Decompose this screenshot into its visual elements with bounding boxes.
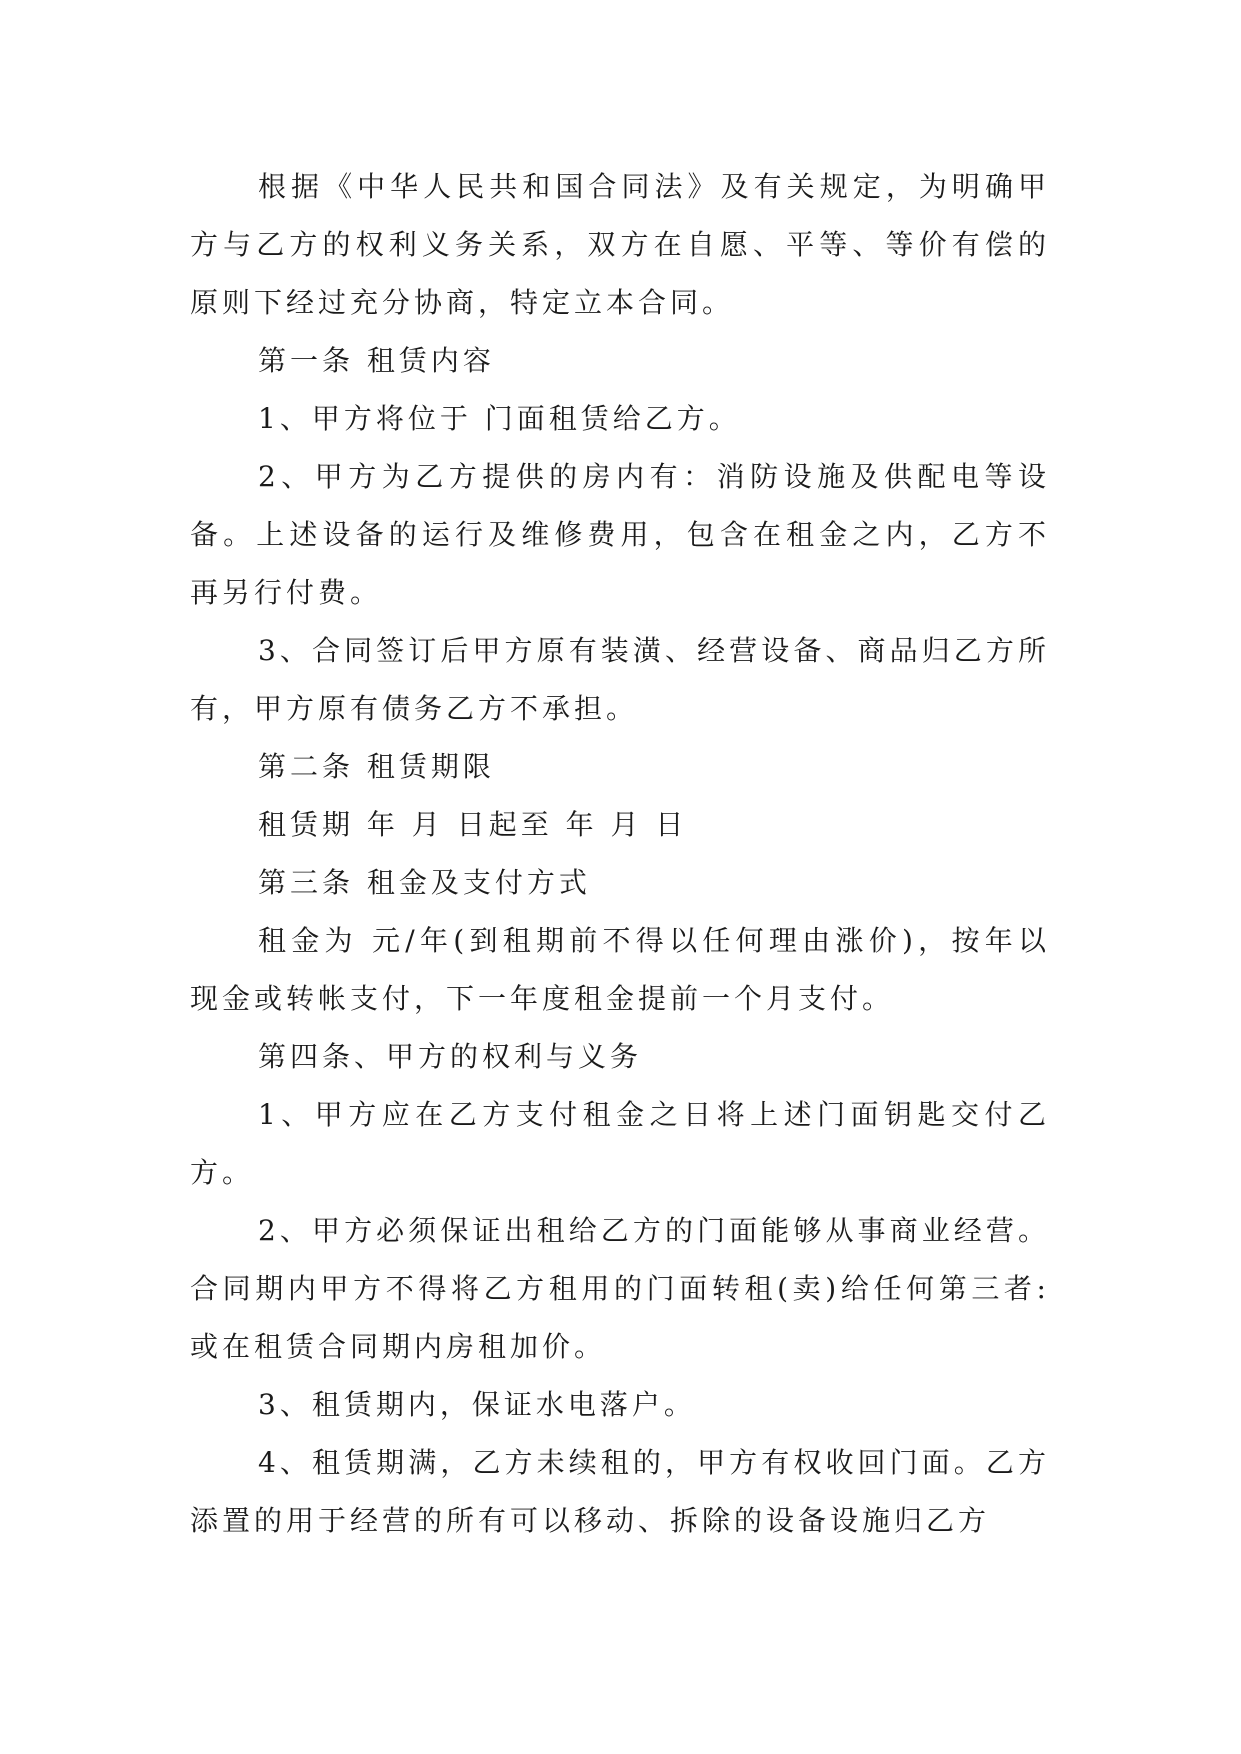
article-4-clause-4: 4、租赁期满，乙方未续租的，甲方有权收回门面。乙方添置的用于经营的所有可以移动、拆除的设备设施归乙方	[190, 1446, 1050, 1537]
article-1-clause-2: 2、甲方为乙方提供的房内有：消防设施及供配电等设备。上述设备的运行及维修费用，包含在租金之内，乙方不再另行付费。	[190, 460, 1050, 609]
article-1-clause-3: 3、合同签订后甲方原有装潢、经营设备、商品归乙方所有，甲方原有债务乙方不承担。	[190, 634, 1050, 725]
article-4-clause-2: 2、甲方必须保证出租给乙方的门面能够从事商业经营。合同期内甲方不得将乙方租用的门面转租(卖)给任何第三者:或在租赁合同期内房租加价。	[190, 1214, 1050, 1363]
article-3-heading: 第三条 租金及支付方式	[258, 866, 591, 899]
intro-paragraph: 根据《中华人民共和国合同法》及有关规定，为明确甲方与乙方的权利义务关系，双方在自愿、平等、等价有偿的原则下经过充分协商，特定立本合同。	[190, 170, 1050, 319]
article-1-clause-1: 1、甲方将位于 门面租赁给乙方。	[258, 402, 741, 435]
article-3-rent: 租金为 元/年(到租期前不得以任何理由涨价)，按年以现金或转帐支付，下一年度租金提前一个月支付。	[190, 924, 1050, 1015]
article-4-heading: 第四条、甲方的权利与义务	[258, 1040, 643, 1073]
article-4-clause-1: 1、甲方应在乙方支付租金之日将上述门面钥匙交付乙方。	[190, 1098, 1050, 1189]
article-2-heading: 第二条 租赁期限	[258, 750, 495, 783]
article-2-term: 租赁期 年 月 日起至 年 月 日	[258, 808, 688, 841]
contract-page	[190, 158, 1050, 1550]
article-4-clause-3: 3、租赁期内，保证水电落户。	[258, 1388, 696, 1421]
article-1-heading: 第一条 租赁内容	[258, 344, 495, 377]
